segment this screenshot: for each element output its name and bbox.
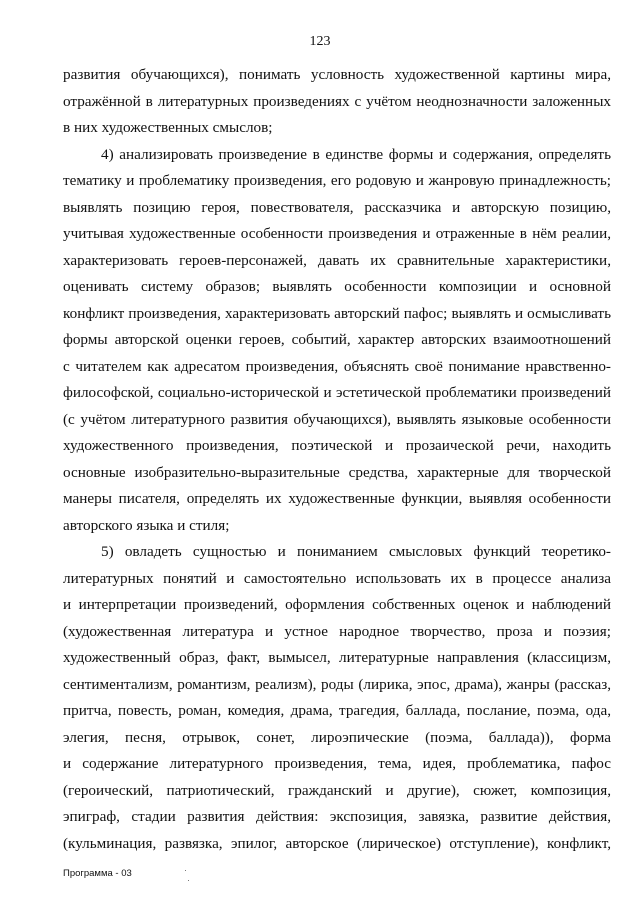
text-line: художественный образ, факт, вымысел, литературные направления (классицизм, bbox=[63, 649, 611, 666]
text-line: (кульминация, развязка, эпилог, авторское (лирическое) отступление), конфликт, bbox=[63, 834, 611, 852]
text-line: с читателем как адресатом произведения, объяснять своё понимание нравственно- bbox=[63, 357, 611, 375]
text-line: элегия, песня, отрывок, сонет, лироэпические (поэма, баллада)), форма bbox=[63, 728, 611, 746]
text-line: в них художественных смыслов; bbox=[63, 119, 273, 136]
text-line: (художественная литература и устное народное творчество, проза и поэзия; bbox=[63, 622, 611, 640]
text-line: философской, социально-исторической и эстетической проблематики произведений bbox=[63, 384, 611, 401]
text-line: тематику и проблематику произведения, его родовую и жанровую принадлежность; bbox=[63, 172, 611, 189]
text-line: литературных понятий и самостоятельно использовать их в процессе анализа bbox=[63, 569, 611, 587]
text-line: притча, повесть, роман, комедия, драма, трагедия, баллада, послание, поэма, ода, bbox=[63, 702, 611, 719]
text-line: и содержание литературного произведения, тема, идея, проблематика, пафос bbox=[63, 755, 611, 772]
document-body bbox=[63, 62, 611, 857]
text-line: оценивать систему образов; выявлять особенности композиции и основной bbox=[63, 278, 611, 295]
text-line: манеры писателя, определять их художественные функции, выявляя особенности bbox=[63, 490, 611, 507]
text-line: сентиментализм, романтизм, реализм), роды (лирика, эпос, драма), жанры (рассказ, bbox=[63, 675, 611, 693]
text-line: характеризовать героев-персонажей, давать их сравнительные характеристики, bbox=[63, 251, 611, 269]
text-line: выявлять позицию героя, повествователя, рассказчика и авторскую позицию, bbox=[63, 198, 611, 216]
text-line: учитывая художественные особенности произведения и отраженные в нём реалии, bbox=[63, 225, 611, 242]
text-line: (с учётом литературного развития обучающихся), выявлять языковые особенности bbox=[63, 410, 611, 428]
text-line: художественного произведения, поэтической и прозаической речи, находить bbox=[63, 437, 611, 454]
text-line: авторского языка и стиля; bbox=[63, 516, 230, 534]
text-line: эпиграф, стадии развития действия: экспозиция, завязка, развитие действия, bbox=[63, 808, 611, 825]
paragraph-5-start: 5) овладеть сущностью и пониманием смысловых функций теоретико- bbox=[101, 543, 611, 560]
scan-speck bbox=[188, 880, 189, 881]
footer-program-label: Программа - 03 bbox=[63, 868, 132, 879]
text-line: формы авторской оценки героев, событий, характер авторских взаимоотношений bbox=[63, 331, 611, 348]
text-line: конфликт произведения, характеризовать авторский пафос; выявлять и осмысливать bbox=[63, 304, 611, 322]
text-line: развития обучающихся), понимать условность художественной картины мира, bbox=[63, 66, 611, 83]
text-line: отражённой в литературных произведениях с учётом неоднозначности заложенных bbox=[63, 92, 611, 110]
text-line: и интерпретации произведений, оформления собственных оценок и наблюдений bbox=[63, 596, 611, 613]
paragraph-4-start: 4) анализировать произведение в единстве формы и содержания, определять bbox=[101, 145, 611, 163]
text-line: основные изобразительно-выразительные средства, характерные для творческой bbox=[63, 463, 611, 481]
text-line: (героический, патриотический, гражданский и другие), сюжет, композиция, bbox=[63, 781, 611, 799]
page-number: 123 bbox=[309, 34, 331, 49]
scan-speck bbox=[185, 870, 186, 871]
